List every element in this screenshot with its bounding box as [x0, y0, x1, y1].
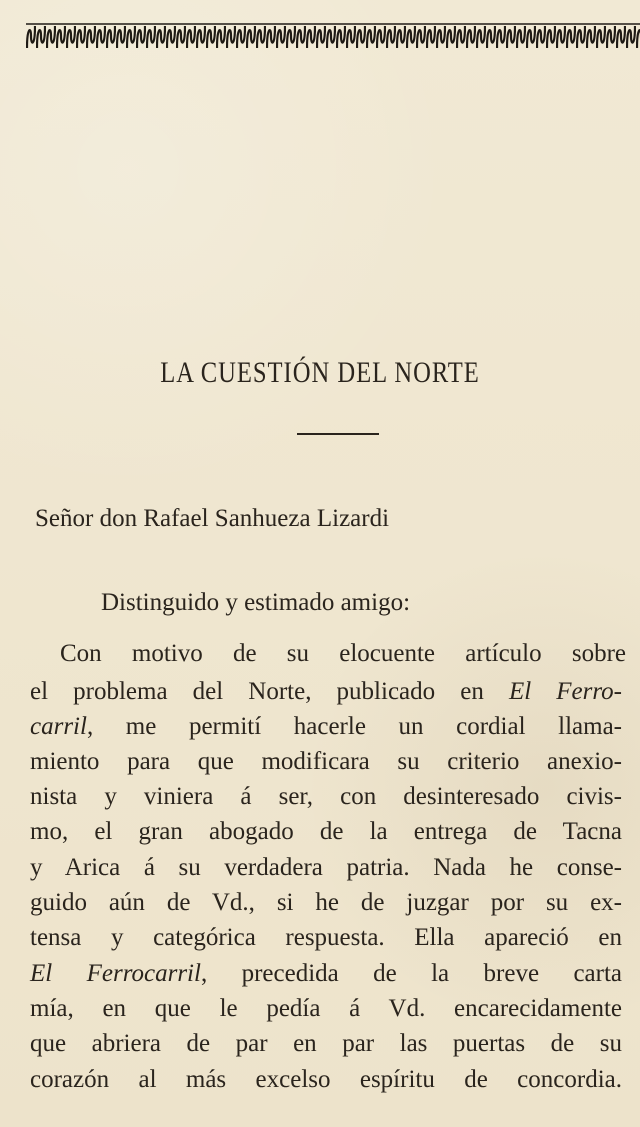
body-line: miento para que modificara su criterio anexio- — [30, 748, 622, 775]
body-line: Con motivo de su elocuente artículo sobre — [60, 640, 626, 667]
body-line: guido aún de Vd., si he de juzgar por su ex- — [30, 889, 622, 916]
body-line — [30, 961, 622, 986]
body-line: mía, en que le pedía á Vd. encarecidamente — [30, 995, 622, 1022]
body-line: tensa y categórica respuesta. Ella apareció en — [30, 924, 622, 951]
body-text: , precedida de la breve carta — [200, 960, 623, 987]
body-line — [30, 714, 622, 739]
recipient-line: Señor don Rafael Sanhueza Lizardi — [35, 505, 390, 532]
body-text: , me permití hacerle un cordial llama- — [86, 713, 622, 740]
page-title: LA CUESTIÓN DEL NORTE — [160, 356, 480, 389]
salutation-line: Distinguido y estimado amigo: — [101, 589, 411, 616]
italic-text: El Ferro- — [508, 678, 622, 705]
body-text: el problema del Norte, publicado en — [30, 678, 509, 705]
body-line: mo, el gran abogado de la entrega de Tacna — [30, 818, 622, 845]
body-line: corazón al más excelso espíritu de concordia. — [30, 1066, 622, 1093]
body-line: que abriera de par en par las puertas de su — [30, 1030, 622, 1057]
italic-text: carril — [30, 713, 87, 740]
italic-text: El Ferrocarril — [30, 960, 201, 987]
body-line: y Arica á su verdadera patria. Nada he conse- — [30, 854, 622, 881]
body-line: nista y viniera á ser, con desinteresado civis- — [30, 783, 622, 810]
body-line — [30, 679, 622, 704]
decorative-border-icon — [26, 18, 640, 54]
title-divider — [297, 433, 379, 435]
